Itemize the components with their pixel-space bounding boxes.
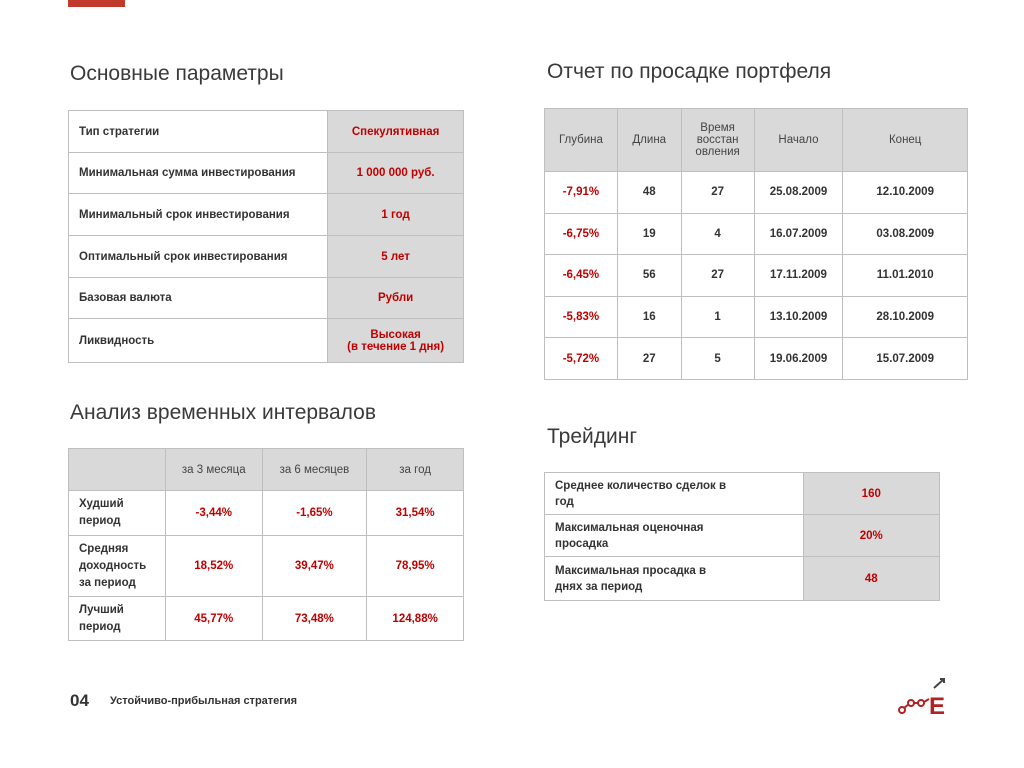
trading-label-text: Среднее количество сделок в год: [555, 479, 727, 508]
drawdown-cell-text: 28.10.2009: [876, 311, 934, 324]
param-value-text-2: (в течение 1 дня): [347, 340, 445, 353]
table-row: [69, 111, 464, 153]
drawdown-cell-text: 4: [714, 227, 721, 240]
param-value: [328, 236, 464, 278]
drawdown-cell-text: -5,72%: [562, 352, 600, 365]
param-label: [69, 153, 328, 194]
drawdown-cell-text: -6,45%: [562, 269, 600, 282]
params-table: [68, 110, 464, 363]
intervals-title: Анализ временных интервалов: [70, 401, 376, 424]
param-value-text: Рубли: [377, 292, 414, 304]
drawdown-cell: [545, 255, 618, 297]
drawdown-cell-text: 17.11.2009: [770, 269, 827, 282]
interval-value: [262, 536, 367, 597]
param-label: [69, 194, 328, 236]
column-header-text: Конец: [888, 134, 922, 146]
interval-value: [262, 597, 367, 641]
drawdown-cell-text: 12.10.2009: [876, 186, 934, 199]
trading-title: Трейдинг: [547, 425, 637, 448]
drawdown-cell: [545, 296, 618, 338]
interval-value-text: -3,44%: [195, 507, 232, 519]
table-row: [69, 236, 464, 278]
param-value-text: 1 000 000 руб.: [356, 167, 435, 179]
drawdown-cell-text: 15.07.2009: [876, 352, 934, 365]
column-header: [545, 109, 618, 172]
drawdown-cell: [843, 172, 968, 214]
row-label: [69, 536, 166, 597]
intervals-table: [68, 448, 464, 641]
param-value-text: Спекулятивная: [351, 125, 440, 138]
drawdown-cell-text: 16.07.2009: [769, 227, 828, 240]
drawdown-cell: [545, 172, 618, 214]
drawdown-cell-text: 1: [714, 311, 721, 324]
column-header-text: за 6 месяцев: [279, 463, 350, 476]
interval-value-text: -1,65%: [296, 507, 333, 519]
table-row: [69, 536, 464, 597]
column-header: [165, 449, 262, 491]
page-number: 04: [70, 691, 89, 710]
drawdown-cell: [617, 296, 681, 338]
table-row: [545, 255, 968, 297]
interval-value-text: 31,54%: [395, 507, 435, 519]
trading-value-text: 48: [864, 572, 878, 585]
interval-value-text: 39,47%: [294, 560, 334, 572]
drawdown-cell-text: 56: [642, 269, 656, 282]
table-row: [545, 473, 940, 515]
trading-label: [545, 557, 804, 601]
interval-value-text: 124,88%: [392, 612, 438, 625]
trading-label: [545, 515, 804, 557]
drawdown-cell-text: -6,75%: [562, 227, 600, 240]
trading-value-text: 20%: [859, 529, 883, 542]
drawdown-title: Отчет по просадке портфеля: [547, 60, 832, 83]
interval-value: [262, 491, 367, 536]
table-row: [69, 449, 464, 491]
interval-value-text: 18,52%: [194, 560, 234, 572]
svg-text:E: E: [929, 693, 946, 718]
drawdown-cell: [681, 213, 754, 255]
param-label: [69, 236, 328, 278]
column-header-text: Глубина: [558, 134, 603, 146]
top-accent-bar: [68, 0, 125, 7]
params-title: Основные параметры: [70, 62, 284, 85]
trading-table: [544, 472, 940, 601]
param-value: [328, 278, 464, 319]
column-header-text: за 3 месяца: [181, 463, 246, 476]
table-row: [69, 278, 464, 319]
interval-value: [367, 491, 464, 536]
drawdown-cell: [843, 338, 968, 380]
drawdown-cell: [545, 213, 618, 255]
drawdown-cell: [617, 213, 681, 255]
interval-value-text: 73,48%: [294, 612, 334, 625]
param-value: [328, 194, 464, 236]
drawdown-cell: [681, 338, 754, 380]
drawdown-cell: [681, 296, 754, 338]
row-label-text: Лучший период: [79, 603, 124, 633]
param-value-text: 1 год: [381, 208, 410, 221]
param-label: [69, 278, 328, 319]
interval-value-text: 78,95%: [395, 560, 435, 572]
drawdown-cell: [617, 172, 681, 214]
table-row: [69, 194, 464, 236]
column-header: [69, 449, 166, 491]
column-header: [681, 109, 754, 172]
param-label-text: Ликвидность: [79, 334, 155, 347]
drawdown-cell-text: 11.01.2010: [876, 269, 934, 282]
param-value-text: Высокая: [370, 328, 421, 341]
drawdown-cell: [843, 255, 968, 297]
drawdown-table: [544, 108, 968, 380]
table-row: [545, 515, 940, 557]
table-row: [69, 153, 464, 194]
column-header-text: за год: [399, 463, 431, 476]
table-row: [545, 109, 968, 172]
column-header-text: Длина: [632, 134, 667, 146]
drawdown-cell-text: 19.06.2009: [769, 352, 828, 365]
drawdown-cell: [754, 172, 843, 214]
param-value-text: 5 лет: [381, 250, 410, 263]
row-label: [69, 597, 166, 641]
drawdown-cell: [617, 255, 681, 297]
trading-value: [803, 473, 939, 515]
drawdown-cell-text: -7,91%: [562, 186, 600, 199]
table-row: [545, 172, 968, 214]
param-value: [328, 153, 464, 194]
drawdown-cell: [754, 255, 843, 297]
drawdown-cell: [754, 296, 843, 338]
drawdown-cell-text: 03.08.2009: [876, 227, 934, 240]
row-label: [69, 491, 166, 536]
column-header: [262, 449, 367, 491]
drawdown-cell: [617, 338, 681, 380]
drawdown-cell-text: 25.08.2009: [769, 186, 828, 199]
param-value: [328, 111, 464, 153]
drawdown-cell: [754, 338, 843, 380]
interval-value: [367, 536, 464, 597]
drawdown-cell-text: 13.10.2009: [769, 311, 828, 324]
row-label-text: Средняя доходность за период: [79, 542, 147, 589]
trading-label-text: Максимальная оценочная просадка: [555, 521, 704, 550]
drawdown-cell-text: -5,83%: [562, 311, 600, 324]
interval-value: [165, 536, 262, 597]
param-label-text: Тип стратегии: [79, 125, 160, 138]
interval-value: [165, 491, 262, 536]
param-value: [328, 319, 464, 363]
drawdown-cell: [843, 296, 968, 338]
param-label-text: Минимальный срок инвестирования: [79, 208, 290, 221]
column-header-text: Начало: [778, 134, 819, 146]
drawdown-cell: [681, 255, 754, 297]
drawdown-cell-text: 27: [642, 352, 656, 365]
drawdown-cell: [843, 213, 968, 255]
table-row: [69, 319, 464, 363]
footer-text: Устойчиво-прибыльная стратегия: [110, 695, 298, 707]
column-header: [617, 109, 681, 172]
drawdown-cell-text: 16: [642, 311, 656, 324]
table-row: [545, 296, 968, 338]
column-header: [843, 109, 968, 172]
trading-label: [545, 473, 804, 515]
drawdown-cell-text: 19: [642, 227, 656, 240]
param-label: [69, 111, 328, 153]
drawdown-cell: [545, 338, 618, 380]
trading-value: [803, 557, 939, 601]
trading-value: [803, 515, 939, 557]
company-logo-icon: [896, 676, 950, 718]
row-label-text: Худший период: [79, 498, 124, 527]
trading-label-text: Максимальная просадка в днях за период: [555, 564, 707, 593]
table-row: [545, 213, 968, 255]
interval-value-text: 45,77%: [194, 612, 234, 625]
interval-value: [165, 597, 262, 641]
drawdown-cell-text: 27: [711, 186, 724, 199]
drawdown-cell: [681, 172, 754, 214]
table-row: [69, 491, 464, 536]
param-label-text: Оптимальный срок инвестирования: [79, 250, 288, 263]
param-label-text: Базовая валюта: [79, 292, 172, 304]
table-row: [69, 597, 464, 641]
table-row: [545, 557, 940, 601]
drawdown-cell-text: 48: [642, 186, 656, 199]
table-row: [545, 338, 968, 380]
column-header-text: Время восстан овления: [695, 122, 740, 158]
drawdown-cell-text: 27: [711, 269, 724, 282]
param-label: [69, 319, 328, 363]
interval-value: [367, 597, 464, 641]
column-header: [367, 449, 464, 491]
drawdown-cell-text: 5: [714, 352, 721, 365]
param-label-text: Минимальная сумма инвестирования: [79, 167, 296, 179]
drawdown-cell: [754, 213, 843, 255]
trading-value-text: 160: [861, 487, 881, 500]
column-header: [754, 109, 843, 172]
